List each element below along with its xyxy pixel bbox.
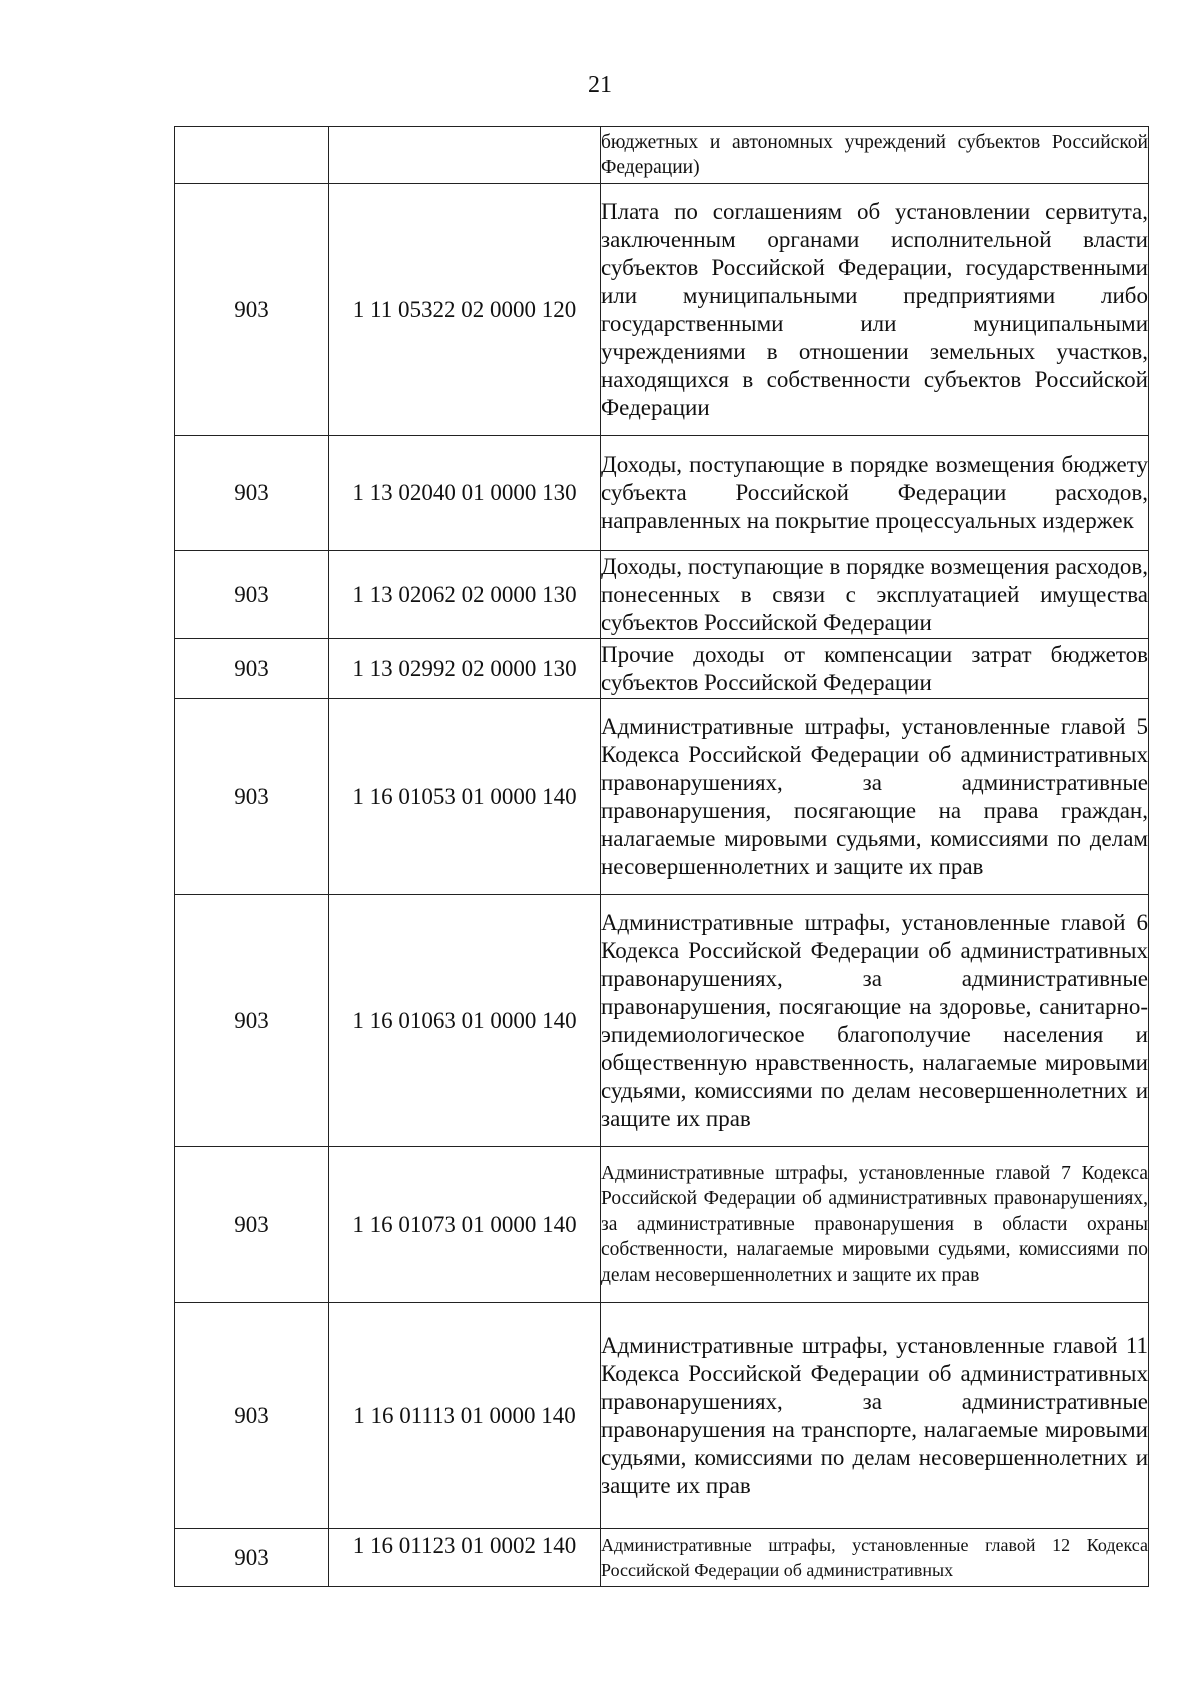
budget-code-cell: 1 16 01073 01 0000 140	[329, 1147, 601, 1303]
admin-code-cell: 903	[175, 1529, 329, 1587]
description-cell: Прочие доходы от компенсации затрат бюджетов субъектов Российской Федерации	[601, 639, 1149, 699]
description-cell: Административные штрафы, установленные главой 11 Кодекса Российской Федерации об административных правонарушениях, за административные правонарушения на транспорте, налагаемые мировыми судьями, комиссиями по делам несовершеннолетних и защите их прав	[601, 1303, 1149, 1529]
page-number: 21	[588, 72, 612, 98]
budget-code-cell: 1 16 01113 01 0000 140	[329, 1303, 601, 1529]
table-row	[175, 1529, 1149, 1587]
budget-codes-table	[174, 126, 1149, 1587]
description-cell: Административные штрафы, установленные главой 5 Кодекса Российской Федерации об административных правонарушениях, за административные правонарушения, посягающие на права граждан, налагаемые мировыми судьями, комиссиями по делам несовершеннолетних и защите их прав	[601, 699, 1149, 895]
budget-code-cell: 1 13 02992 02 0000 130	[329, 639, 601, 699]
table-row	[175, 1147, 1149, 1303]
description-cell: Доходы, поступающие в порядке возмещения расходов, понесенных в связи с эксплуатацией имущества субъектов Российской Федерации	[601, 551, 1149, 639]
admin-code-cell: 903	[175, 551, 329, 639]
budget-code-cell: 1 16 01053 01 0000 140	[329, 699, 601, 895]
budget-code-cell	[329, 127, 601, 184]
description-cell: Административные штрафы, установленные главой 6 Кодекса Российской Федерации об административных правонарушениях, за административные правонарушения, посягающие на здоровье, санитарно-эпидемиологическое благополучие населения и общественную нравственность, налагаемые мировыми судьями, комиссиями по делам несовершеннолетних и защите их прав	[601, 895, 1149, 1147]
table-row	[175, 127, 1149, 184]
description-cell: бюджетных и автономных учреждений субъектов Российской Федерации)	[601, 127, 1149, 184]
table-row	[175, 895, 1149, 1147]
admin-code-cell: 903	[175, 184, 329, 436]
budget-code-cell: 1 11 05322 02 0000 120	[329, 184, 601, 436]
table-row	[175, 436, 1149, 551]
budget-code-cell: 1 13 02062 02 0000 130	[329, 551, 601, 639]
description-cell: Административные штрафы, установленные главой 7 Кодекса Российской Федерации об административных правонарушениях, за административные правонарушения в области охраны собственности, налагаемые мировыми судьями, комиссиями по делам несовершеннолетних и защите их прав	[601, 1147, 1149, 1303]
admin-code-cell: 903	[175, 639, 329, 699]
description-cell: Доходы, поступающие в порядке возмещения бюджету субъекта Российской Федерации расходов, направленных на покрытие процессуальных издержек	[601, 436, 1149, 551]
admin-code-cell	[175, 127, 329, 184]
admin-code-cell: 903	[175, 699, 329, 895]
table-row	[175, 639, 1149, 699]
table-row	[175, 1303, 1149, 1529]
table-row	[175, 699, 1149, 895]
admin-code-cell: 903	[175, 1303, 329, 1529]
admin-code-cell: 903	[175, 436, 329, 551]
table-row	[175, 551, 1149, 639]
table-row	[175, 184, 1149, 436]
budget-code-cell: 1 16 01063 01 0000 140	[329, 895, 601, 1147]
description-cell: Плата по соглашениям об установлении сервитута, заключенным органами исполнительной власти субъектов Российской Федерации, государственными или муниципальными предприятиями либо государственными или муниципальными учреждениями в отношении земельных участков, находящихся в собственности субъектов Российской Федерации	[601, 184, 1149, 436]
admin-code-cell: 903	[175, 1147, 329, 1303]
budget-code-cell: 1 13 02040 01 0000 130	[329, 436, 601, 551]
budget-code-cell: 1 16 01123 01 0002 140	[329, 1529, 601, 1587]
description-cell: Административные штрафы, установленные главой 12 Кодекса Российской Федерации об административных	[601, 1529, 1149, 1587]
admin-code-cell: 903	[175, 895, 329, 1147]
